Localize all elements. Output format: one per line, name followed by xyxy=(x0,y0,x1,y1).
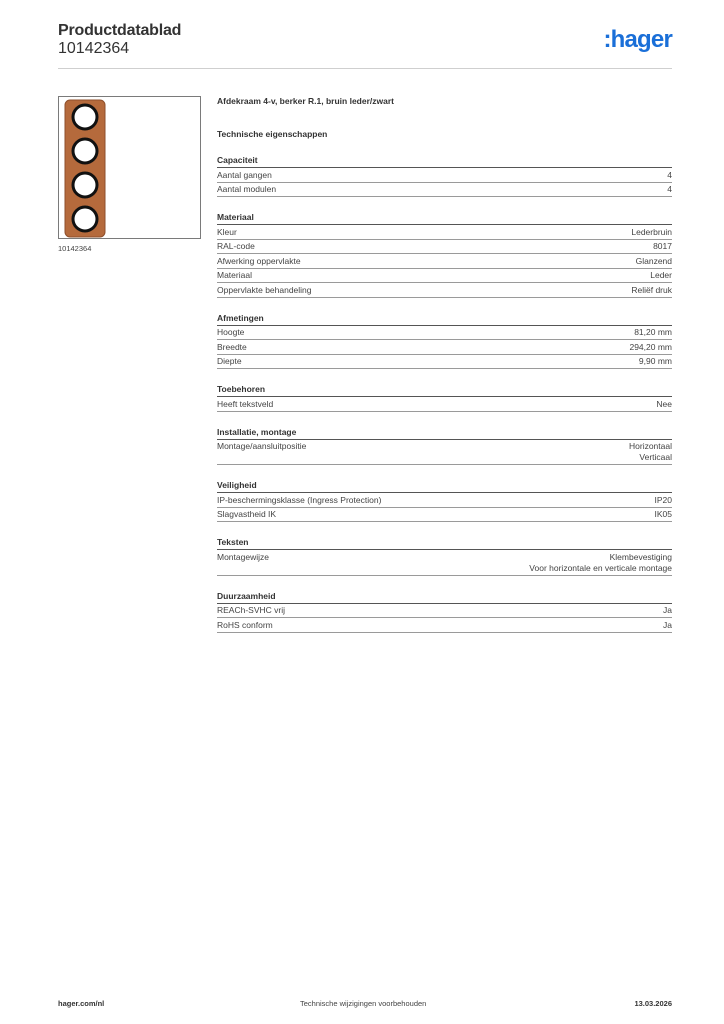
spec-label: RoHS conform xyxy=(217,619,273,630)
spec-value: IK05 xyxy=(654,509,672,519)
spec-label: Oppervlakte behandeling xyxy=(217,284,312,295)
section-title: Toebehoren xyxy=(217,384,672,397)
section-title: Capaciteit xyxy=(217,155,672,168)
spec-value: Ja xyxy=(663,605,672,615)
spec-row xyxy=(217,618,672,633)
spec-row xyxy=(217,340,672,355)
section-title: Afmetingen xyxy=(217,313,672,326)
spec-label: Hoogte xyxy=(217,327,245,337)
spec-label: Aantal modulen xyxy=(217,184,277,194)
spec-value: 4 xyxy=(667,169,672,180)
section-installatie xyxy=(217,427,672,466)
frame-opening-1 xyxy=(73,105,97,129)
spec-row xyxy=(217,183,672,198)
product-number: 10142364 xyxy=(58,40,130,57)
frame-illustration xyxy=(59,97,202,240)
spec-row xyxy=(217,440,672,466)
spec-value: Nee xyxy=(656,398,672,409)
spec-label: Montage/aansluitpositie xyxy=(217,441,307,451)
hager-logo: :hager xyxy=(603,26,672,53)
spec-value: 8017 xyxy=(653,241,672,251)
spec-label: Kleur xyxy=(217,226,237,237)
product-name: Afdekraam 4-v, berker R.1, bruin leder/zwart xyxy=(217,96,394,106)
section-materiaal xyxy=(217,212,672,298)
frame-opening-3 xyxy=(73,173,97,197)
spec-row xyxy=(217,508,672,523)
section-duurzaamheid xyxy=(217,591,672,633)
spec-row xyxy=(217,493,672,508)
spec-label: Heeft tekstveld xyxy=(217,398,274,409)
spec-value: IP20 xyxy=(654,494,672,505)
spec-value-line: Voor horizontale en verticale montage xyxy=(529,562,672,573)
spec-row xyxy=(217,254,672,269)
spec-label: Materiaal xyxy=(217,270,252,280)
frame-opening-2 xyxy=(73,139,97,163)
spec-row xyxy=(217,240,672,255)
spec-label: REACh-SVHC vrij xyxy=(217,605,286,615)
section-veiligheid xyxy=(217,480,672,522)
page-title: Productdatablad xyxy=(58,22,182,39)
spec-row xyxy=(217,326,672,341)
spec-row xyxy=(217,168,672,183)
section-afmetingen xyxy=(217,313,672,370)
spec-row xyxy=(217,604,672,619)
spec-value: Leder xyxy=(650,270,672,280)
section-title: Installatie, montage xyxy=(217,427,672,440)
spec-label: Diepte xyxy=(217,356,242,366)
tech-heading: Technische eigenschappen xyxy=(217,129,328,139)
footer-date: 13.03.2026 xyxy=(634,999,672,1008)
image-caption: 10142364 xyxy=(58,244,92,253)
footer-website-link[interactable]: hager.com/nl xyxy=(58,999,105,1008)
product-image xyxy=(58,96,201,239)
product-specs xyxy=(217,96,672,633)
spec-value-line: Klembevestiging xyxy=(609,551,672,562)
section-title: Veiligheid xyxy=(217,480,672,493)
spec-row xyxy=(217,225,672,240)
spec-label: Afwerking oppervlakte xyxy=(217,255,301,266)
spec-row xyxy=(217,355,672,370)
spec-value: 81,20 mm xyxy=(634,327,672,337)
spec-row xyxy=(217,397,672,412)
spec-value: Lederbruin xyxy=(631,226,672,237)
spec-value-line: Verticaal xyxy=(639,452,672,462)
spec-label: Montagewijze xyxy=(217,551,269,562)
section-teksten xyxy=(217,537,672,576)
spec-value xyxy=(529,552,672,574)
footer-notice: Technische wijzigingen voorbehouden xyxy=(300,999,427,1008)
spec-value: Reliëf druk xyxy=(631,284,672,295)
spec-value: Ja xyxy=(663,619,672,630)
frame-opening-4 xyxy=(73,207,97,231)
section-capaciteit xyxy=(217,155,672,197)
spec-value: 4 xyxy=(667,184,672,194)
section-title: Duurzaamheid xyxy=(217,591,672,604)
section-toebehoren xyxy=(217,384,672,412)
page-header xyxy=(58,22,672,69)
spec-value-line: Horizontaal xyxy=(629,441,672,451)
spec-label: Breedte xyxy=(217,341,247,352)
spec-value: 294,20 mm xyxy=(629,341,672,352)
spec-label: RAL-code xyxy=(217,241,255,251)
spec-row xyxy=(217,269,672,284)
section-title: Teksten xyxy=(217,537,672,550)
spec-label: Slagvastheid IK xyxy=(217,509,277,519)
spec-value: Glanzend xyxy=(635,255,672,266)
section-title: Materiaal xyxy=(217,212,672,225)
spec-value xyxy=(629,441,672,463)
spec-label: IP-beschermingsklasse (Ingress Protection) xyxy=(217,494,382,505)
spec-row xyxy=(217,550,672,576)
spec-row xyxy=(217,283,672,298)
spec-label: Aantal gangen xyxy=(217,169,272,180)
spec-value: 9,90 mm xyxy=(638,356,672,366)
